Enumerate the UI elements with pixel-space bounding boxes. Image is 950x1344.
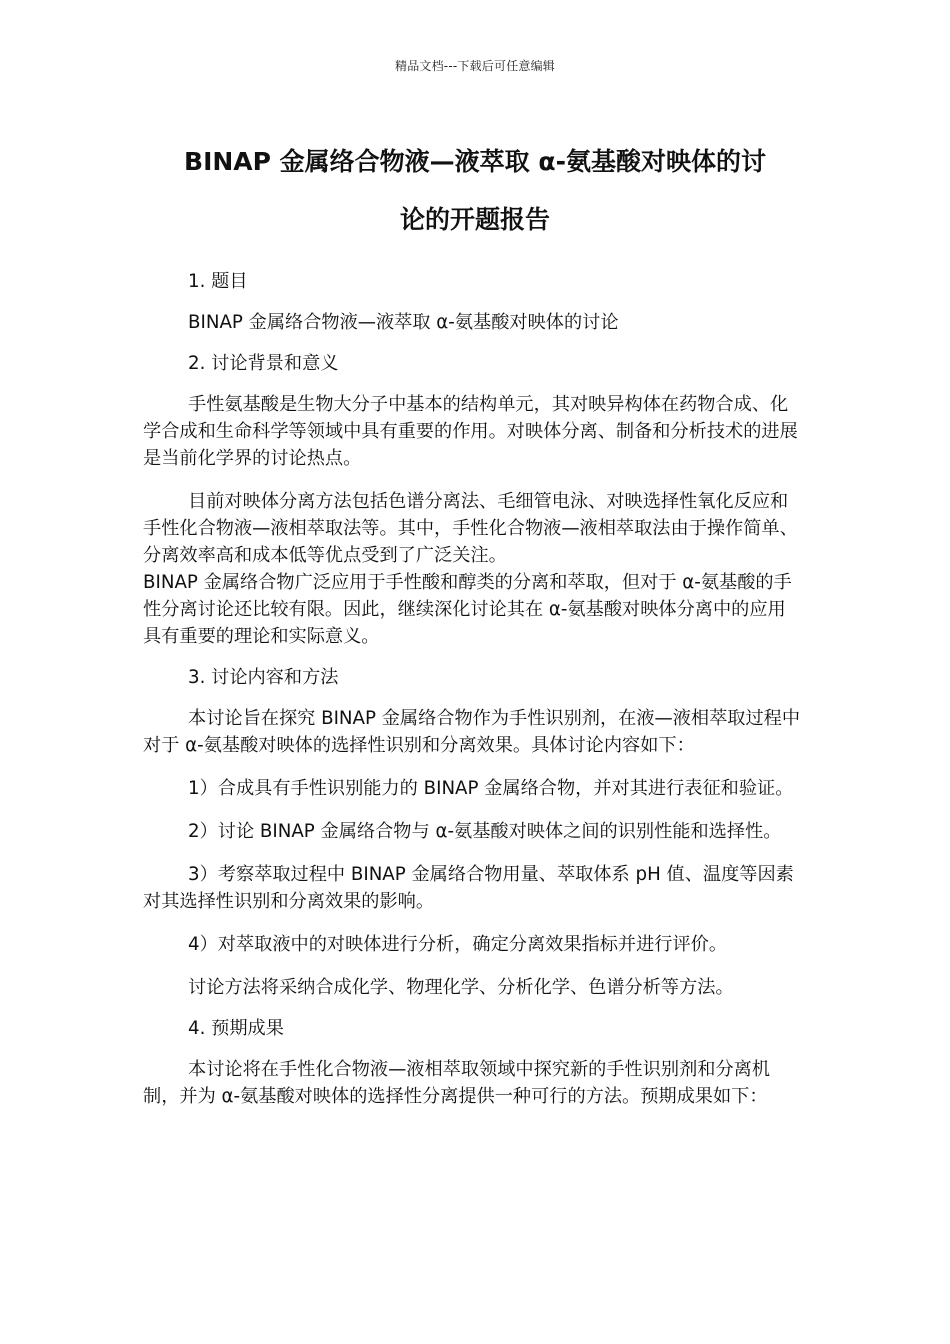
document-body xyxy=(143,268,803,1110)
section-3-methods: 讨论方法将采纳合成化学、物理化学、分析化学、色谱分析等方法。 xyxy=(188,977,734,998)
section-3-heading: 3. 讨论内容和方法 xyxy=(188,667,339,688)
section-3-item-1: 1）合成具有手性识别能力的 BINAP 金属络合物，并对其进行表征和验证。 xyxy=(188,778,794,799)
title-line-2: 论的开题报告 xyxy=(399,205,550,234)
section-2-heading: 2. 讨论背景和意义 xyxy=(188,353,339,374)
section-4-heading: 4. 预期成果 xyxy=(188,1018,284,1039)
section-1-heading: 1. 题目 xyxy=(188,271,248,292)
section-2-paragraph-2b: BINAP 金属络合物广泛应用于手性酸和醇类的分离和萃取，但对于 α-氨基酸的手性分离讨论还比较有限。因此，继续深化讨论其在 α-氨基酸对映体分离中的应用具有重要的理论和实际意义。 xyxy=(143,572,792,647)
section-3-item-3: 3）考察萃取过程中 BINAP 金属络合物用量、萃取体系 pH 值、温度等因素对其选择性识别和分离效果的影响。 xyxy=(143,864,794,912)
section-3-intro: 本讨论旨在探究 BINAP 金属络合物作为手性识别剂，在液—液相萃取过程中对于 α-氨基酸对映体的选择性识别和分离效果。具体讨论内容如下： xyxy=(143,708,801,756)
section-4-text: 本讨论将在手性化合物液—液相萃取领域中探究新的手性识别剂和分离机制，并为 α-氨基酸对映体的选择性分离提供一种可行的方法。预期成果如下： xyxy=(143,1059,771,1107)
section-3-item-2: 2）讨论 BINAP 金属络合物与 α-氨基酸对映体之间的识别性能和选择性。 xyxy=(188,821,782,842)
section-1-text: BINAP 金属络合物液—液萃取 α-氨基酸对映体的讨论 xyxy=(188,312,619,333)
header-note: 精品文档---下载后可任意编辑 xyxy=(395,59,555,73)
section-2-paragraph-1: 手性氨基酸是生物大分子中基本的结构单元，其对映异构体在药物合成、化学合成和生命科学等领域中具有重要的作用。对映体分离、制备和分析技术的进展是当前化学界的讨论热点。 xyxy=(143,394,798,469)
section-3-item-4: 4）对萃取液中的对映体进行分析，确定分离效果指标并进行评价。 xyxy=(188,934,728,955)
section-2-paragraph-2a: 目前对映体分离方法包括色谱分离法、毛细管电泳、对映选择性氧化反应和手性化合物液—液相萃取法等。其中，手性化合物液—液相萃取法由于操作简单、分离效率高和成本低等优点受到了广泛关注。 xyxy=(143,491,798,566)
document-title xyxy=(140,133,810,249)
title-line-1: BINAP 金属络合物液—液萃取 α-氨基酸对映体的讨 xyxy=(184,147,766,176)
